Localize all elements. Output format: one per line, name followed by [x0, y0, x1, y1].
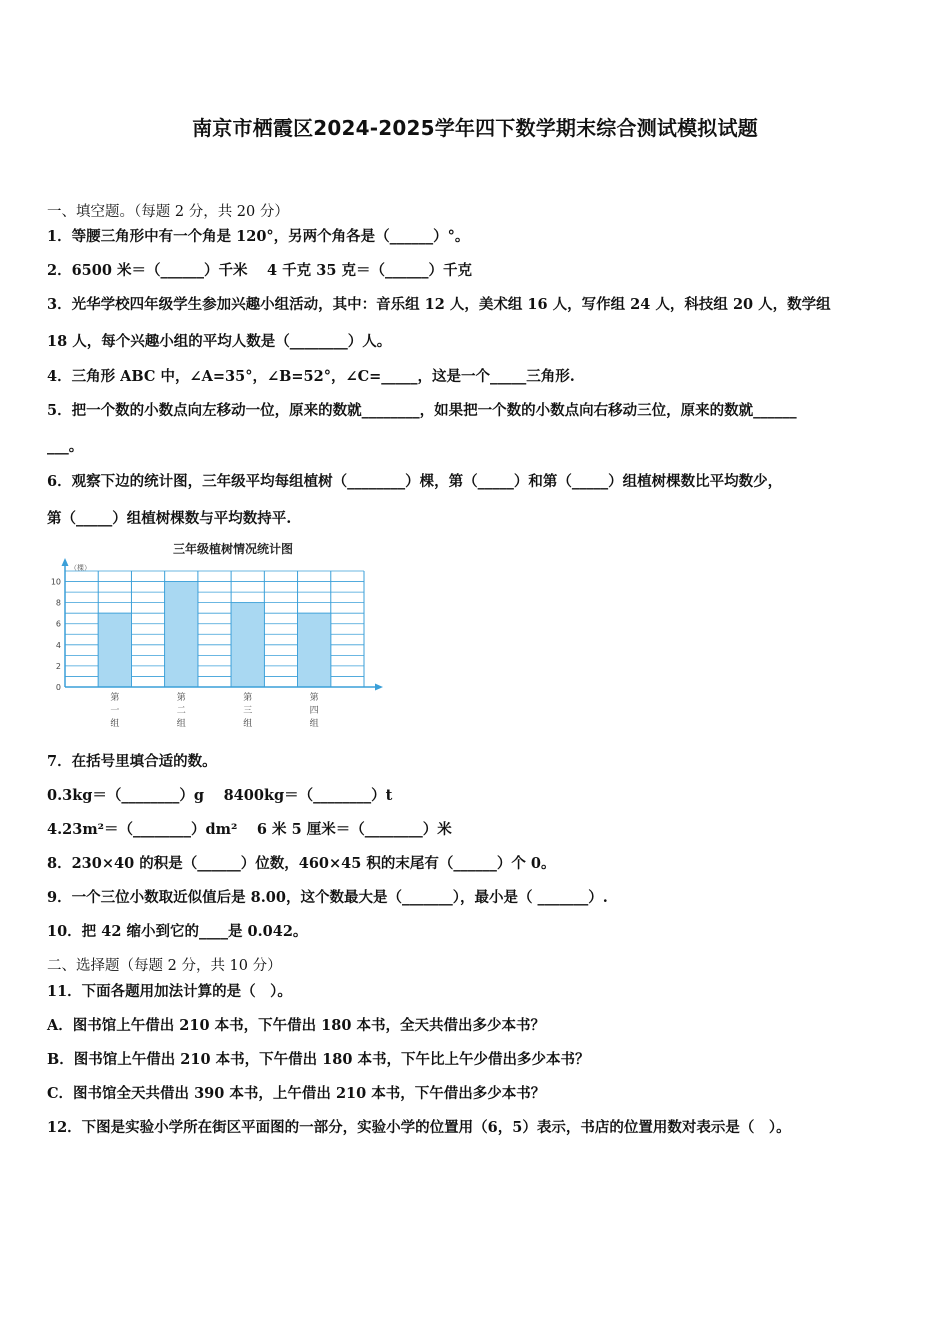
chart-bar-2: [165, 582, 198, 687]
question-3-line-2: 18 人，每个兴趣小组的平均人数是（________）人。: [47, 333, 392, 350]
question-7-part-b: 4.23m²＝（________）dm² 6 米 5 厘米＝（________）米: [47, 821, 452, 838]
chart-y-tick-label: 2: [55, 661, 61, 671]
chart-bar-1: [98, 613, 131, 687]
page-title: 南京市栖霞区2024-2025学年四下数学期末综合测试模拟试题: [192, 116, 758, 140]
question-4: 4．三角形 ABC 中，∠A=35°，∠B=52°，∠C=_____，这是一个_____三角形.: [47, 368, 575, 385]
chart-bar-3: [231, 603, 264, 687]
section-heading-multiple-choice: 二、选择题（每题 2 分，共 10 分）: [47, 958, 282, 974]
question-12: 12．下图是实验小学所在街区平面图的一部分，实验小学的位置用（6，5）表示，书店的位置用数对表示是（ ）。: [47, 1119, 791, 1136]
chart-y-tick-label: 0: [55, 683, 61, 692]
chart-category-label-3: 第三组: [243, 693, 253, 729]
chart-y-tick-label: 10: [50, 577, 61, 587]
chart-y-tick-label: 6: [55, 619, 61, 629]
question-6-line-2: 第（_____）组植树棵数与平均数持平.: [47, 510, 292, 527]
question-10: 10．把 42 缩小到它的____是 0.042。: [47, 923, 308, 940]
chart-title: 三年级植树情况统计图: [172, 542, 293, 556]
chart-y-tick-label: 4: [55, 640, 61, 650]
chart-category-label-4: 第四组: [309, 693, 319, 729]
question-8: 8．230×40 的积是（______）位数，460×45 积的末尾有（______）个 0。: [47, 855, 556, 872]
question-11-option-b: B．图书馆上午借出 210 本书，下午借出 180 本书，下午比上午少借出多少本书？: [47, 1051, 590, 1068]
chart-category-label-1: 第一组: [110, 693, 120, 729]
question-1: 1．等腰三角形中有一个角是 120°，另两个角各是（______）°。: [47, 228, 470, 245]
question-7-part-a: 0.3kg＝（________）g 8400kg＝（________）t: [47, 787, 393, 804]
chart-bar-4: [298, 613, 331, 687]
question-11-option-c: C．图书馆全天共借出 390 本书，上午借出 210 本书，下午借出多少本书？: [47, 1085, 546, 1102]
question-7: 7．在括号里填合适的数。: [47, 753, 217, 770]
chart-canvas: [46, 540, 391, 735]
question-9: 9．一个三位小数取近似值后是 8.00，这个数最大是（_______），最小是（ _______）.: [47, 889, 608, 906]
question-11-option-a: A．图书馆上午借出 210 本书，下午借出 180 本书，全天共借出多少本书？: [47, 1017, 545, 1034]
chart-y-axis-arrow: [62, 558, 69, 566]
question-2: 2．6500 米＝（______）千米 4 千克 35 克＝（______）千克: [47, 262, 472, 279]
section-heading-fill-blank: 一、填空题。（每题 2 分，共 20 分）: [47, 204, 289, 220]
question-3-line-1: 3．光华学校四年级学生参加兴趣小组活动，其中：音乐组 12 人，美术组 16 人，写作组 24 人，科技组 20 人，数学组: [47, 296, 831, 313]
question-5-line-2: ___。: [47, 438, 84, 455]
question-11: 11．下面各题用加法计算的是（ ）。: [47, 983, 292, 1000]
chart-x-axis-arrow: [375, 684, 383, 691]
question-6-line-1: 6．观察下边的统计图，三年级平均每组植树（________）棵，第（_____）和第（_____）组植树棵数比平均数少，: [47, 473, 783, 490]
chart-y-tick-label: 8: [55, 598, 61, 608]
tree-planting-chart: [46, 540, 391, 735]
question-5-line-1: 5．把一个数的小数点向左移动一位，原来的数就________，如果把一个数的小数点向右移动三位，原来的数就______: [47, 402, 797, 419]
chart-category-label-2: 第二组: [176, 693, 186, 729]
chart-y-unit-label: （棵）: [70, 564, 91, 572]
